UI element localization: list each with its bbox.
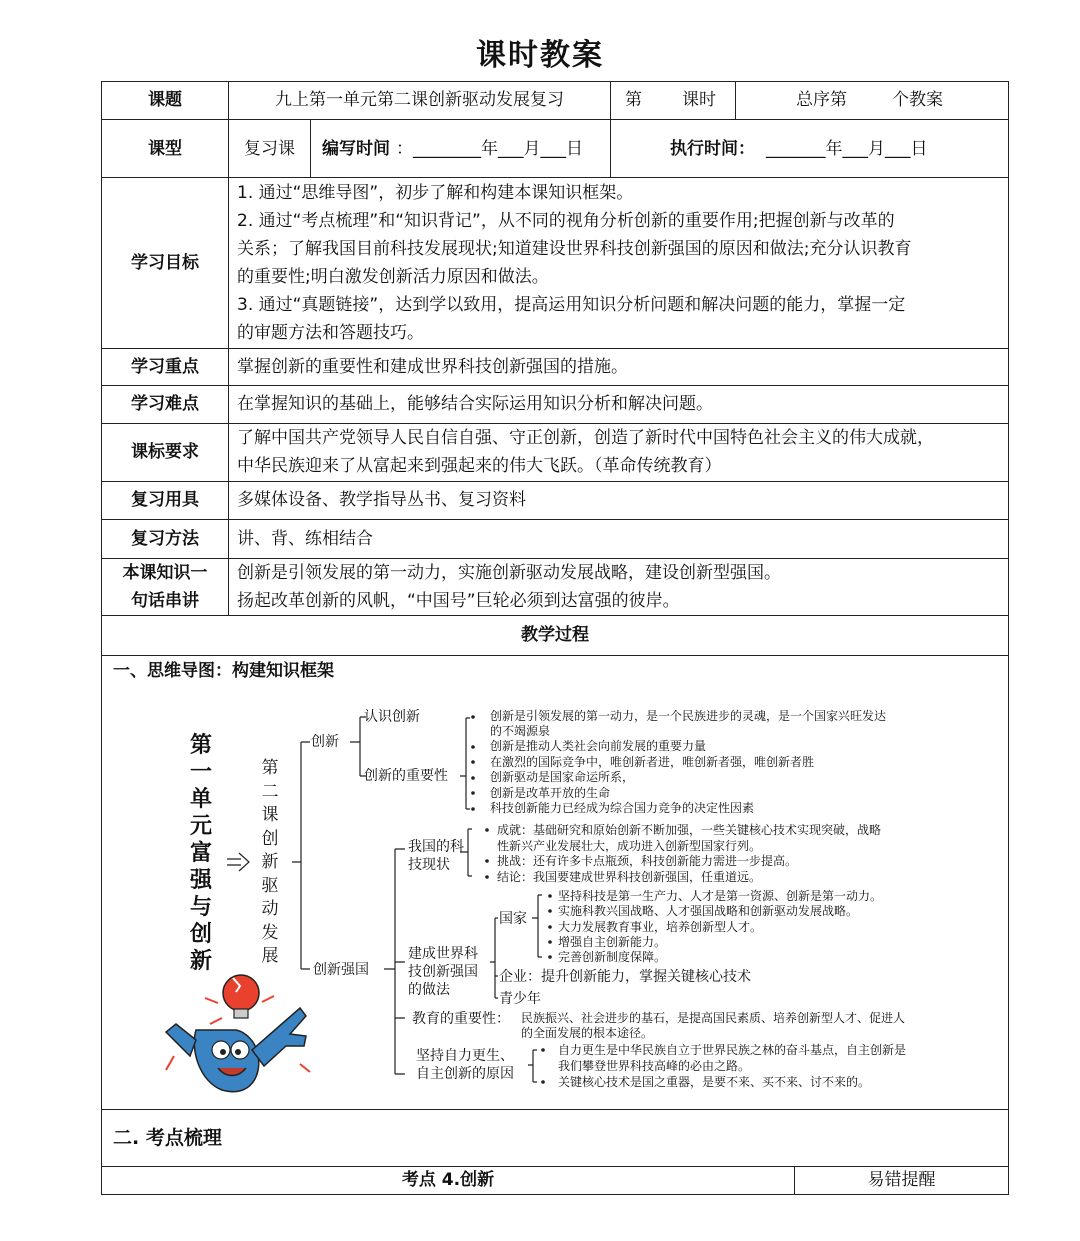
lesson-char: 第	[261, 758, 279, 778]
education-line: 民族振兴、社会进步的基石，是提高国民素质、培养创新型人才、促进人	[521, 1011, 906, 1025]
importance-point: 创新是改革开放的生命	[490, 786, 611, 800]
summary-label: 本课知识一	[122, 563, 208, 583]
standard-line: 了解中国共产党领导人民自信自强、守正创新，创造了新时代中国特色社会主义的伟大成就，	[237, 428, 934, 448]
summary-line: 创新是引领发展的第一动力，实施创新驱动发展战略，建设创新型强国。	[237, 563, 781, 583]
branch-nation: 国家	[499, 911, 527, 927]
status-point: 成就：基础研究和原始创新不断加强，一些关键核心技术实现突破，战略	[497, 823, 882, 837]
goals-label: 学习目标	[131, 253, 199, 273]
lesson-char: 课	[261, 805, 279, 825]
type-label: 课型	[148, 139, 182, 159]
branch-know-innovation: 认识创新	[364, 709, 420, 725]
branch-strong-country: 创新强国	[313, 962, 369, 978]
difficulty-value: 在掌握知识的基础上，能够结合实际运用知识分析和解决问题。	[237, 394, 713, 414]
importance-point: 科技创新能力已经成为综合国力竞争的决定性因素	[490, 801, 755, 815]
lesson-char: 创	[261, 828, 279, 849]
cell	[101, 1109, 1009, 1167]
compile-time-value: ：________年___月___日	[396, 139, 583, 159]
self-reliance-point: 自力更生是中华民族自立于世界民族之林的奋斗基点，自主创新是	[558, 1043, 907, 1057]
standard-line: 中华民族迎来了从富起来到强起来的伟大飞跃。（革命传统教育）	[237, 456, 722, 476]
nation-point: 完善创新制度保障。	[558, 950, 667, 964]
total-order-prefix: 总序第	[796, 90, 847, 110]
difficulty-label: 学习难点	[131, 394, 199, 414]
method-value: 讲、背、练相结合	[237, 529, 373, 549]
standard-label: 课标要求	[131, 442, 199, 462]
goal-line: 1. 通过“思维导图”，初步了解和构建本课知识框架。	[237, 183, 634, 203]
topic-value: 九上第一单元第二课创新驱动发展复习	[275, 90, 564, 110]
lesson-char: 发	[261, 922, 279, 943]
execute-time-value: _______年___月___日	[766, 139, 928, 159]
unit-char: 第	[189, 732, 212, 758]
topic-label: 课题	[148, 90, 182, 110]
importance-point: 的不竭源泉	[490, 724, 551, 738]
lesson-char: 二	[261, 781, 279, 802]
unit-char: 与	[189, 894, 212, 920]
importance-point: 创新是引领发展的第一动力，是一个民族进步的灵魂，是一个国家兴旺发达	[490, 709, 887, 723]
nation-point: 大力发展教育事业，培养创新型人才。	[558, 920, 763, 934]
tools-value: 多媒体设备、教学指导丛书、复习资料	[237, 490, 526, 510]
self-reliance-point: 关键核心技术是国之重器，是要不来、买不来、讨不来的。	[558, 1075, 871, 1089]
lesson-number-suffix: 课时	[682, 90, 716, 110]
branch-tech-status: 我国的科	[408, 839, 464, 855]
branch-education: 教育的重要性：	[412, 1011, 510, 1027]
nation-point: 坚持科技是第一生产力、人才是第一资源、创新是第一动力。	[558, 889, 883, 903]
type-value: 复习课	[244, 139, 295, 159]
importance-point: 创新是推动人类社会向前发展的重要力量	[490, 739, 707, 753]
execute-time-label: 执行时间：	[670, 139, 755, 159]
branch-build-strong: 技创新强国	[408, 964, 478, 980]
branch-innovation: 创新	[311, 734, 339, 750]
section2-col-mistake-reminder: 易错提醒	[867, 1170, 936, 1190]
branch-self-reliance: 自主创新的原因	[416, 1066, 514, 1082]
branch-self-reliance: 坚持自力更生、	[416, 1048, 514, 1064]
unit-char: 富	[189, 840, 212, 866]
importance-point: 创新驱动是国家命运所系，	[490, 770, 635, 784]
lesson-char: 展	[261, 946, 279, 966]
lesson-char: 动	[261, 899, 279, 919]
unit-char: 强	[189, 867, 212, 893]
method-label: 复习方法	[131, 529, 199, 549]
tools-label: 复习用具	[131, 490, 199, 510]
goal-line: 2. 通过“考点梳理”和“知识背记”，从不同的视角分析创新的重要作用;把握创新与改革的	[237, 211, 895, 231]
section2-title: 二. 考点梳理	[113, 1127, 222, 1149]
branch-build-strong: 建成世界科	[408, 946, 478, 962]
summary-label: 句话串讲	[131, 591, 199, 611]
branch-youth: 青少年	[499, 991, 541, 1007]
lesson-number-prefix: 第	[625, 90, 642, 110]
nation-point: 实施科教兴国战略、人才强国战略和创新驱动发展战略。	[558, 904, 859, 918]
compile-time-label: 编写时间	[322, 139, 390, 159]
unit-char: 创	[189, 921, 212, 947]
total-order-suffix: 个教案	[892, 90, 943, 110]
unit-char: 一	[189, 759, 212, 785]
branch-importance: 创新的重要性	[364, 768, 448, 784]
lesson-title	[259, 757, 281, 969]
summary-line: 扬起改革创新的风帆，“中国号”巨轮必须到达富强的彼岸。	[237, 591, 680, 611]
branch-enterprise: 企业：提升创新能力，掌握关键核心技术	[499, 969, 751, 985]
self-reliance-point: 我们攀登世界科技高峰的必由之路。	[558, 1059, 751, 1073]
nation-point: 增强自主创新能力。	[558, 935, 667, 949]
unit-char: 元	[189, 813, 212, 839]
key-point-value: 掌握创新的重要性和建成世界科技创新强国的措施。	[237, 357, 628, 377]
goal-line: 关系；了解我国目前科技发展现状;知道建设世界科技创新强国的原因和做法;充分认识教育	[237, 239, 912, 259]
cell	[735, 81, 1009, 120]
lesson-char: 新	[261, 852, 279, 872]
importance-point: 在激烈的国际竞争中，唯创新者进，唯创新者强，唯创新者胜	[490, 755, 815, 769]
lesson-char: 驱	[261, 875, 279, 896]
branch-build-strong: 的做法	[408, 982, 450, 998]
process-header: 教学过程	[521, 625, 589, 645]
unit-char: 新	[189, 948, 212, 974]
unit-char: 单	[189, 786, 212, 812]
unit-title	[186, 732, 216, 975]
status-point: 挑战：还有许多卡点瓶颈，科技创新能力需进一步提高。	[497, 854, 798, 868]
goal-line: 的审题方法和答题技巧。	[237, 323, 424, 343]
key-point-label: 学习重点	[131, 357, 199, 377]
status-point: 结论：我国要建成世界科技创新强国，任重道远。	[497, 870, 762, 884]
goal-line: 的重要性;明白激发创新活力原因和做法。	[237, 267, 549, 287]
section2-col-exam-point: 考点 4.创新	[401, 1170, 495, 1190]
goal-line: 3. 通过“真题链接”，达到学以致用，提高运用知识分析问题和解决问题的能力，掌握一定	[237, 295, 906, 315]
branch-tech-status: 技现状	[408, 857, 450, 873]
document-title: 课时教案	[476, 38, 604, 73]
status-point: 性新兴产业发展壮大，成功进入创新型国家行列。	[497, 839, 762, 853]
section1-title: 一、思维导图：构建知识框架	[113, 661, 334, 681]
education-line: 的全面发展的根本途径。	[521, 1026, 654, 1040]
